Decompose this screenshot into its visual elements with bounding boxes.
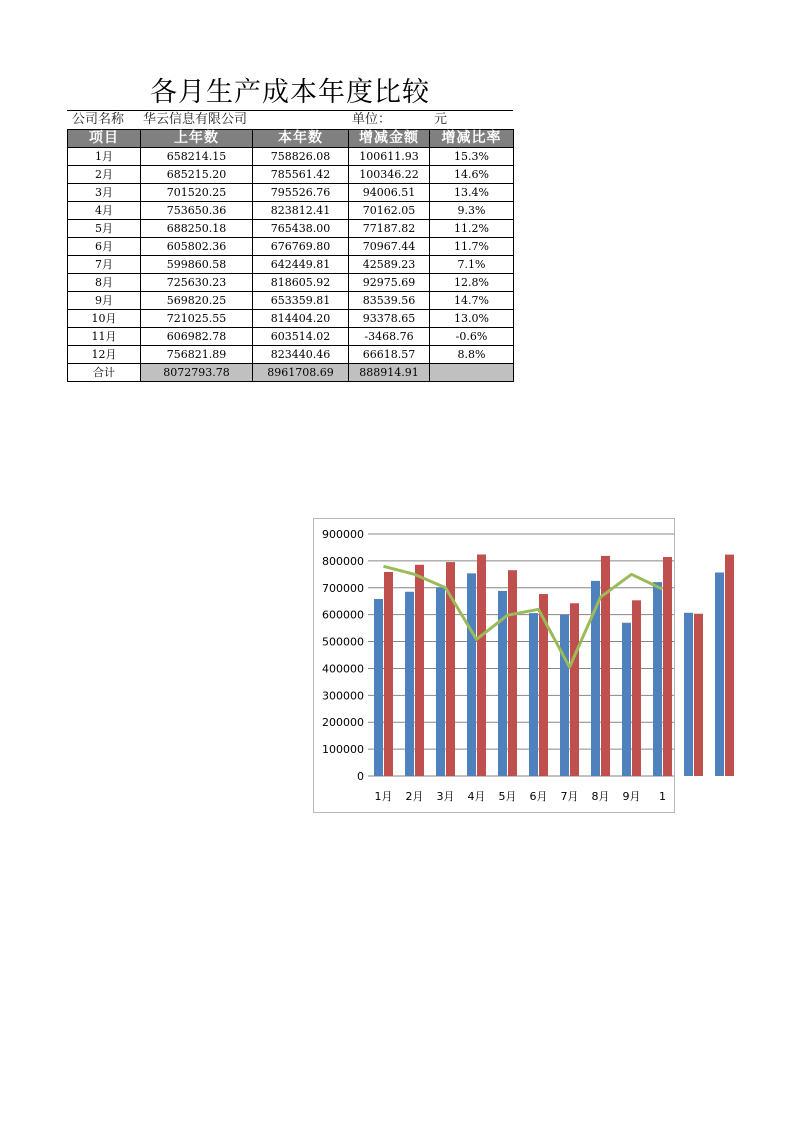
cell-change-rate: 14.6% bbox=[430, 166, 514, 184]
y-tick-label: 800000 bbox=[322, 554, 364, 568]
header-last-year: 上年数 bbox=[141, 130, 253, 148]
cell-this-year: 765438.00 bbox=[253, 220, 349, 238]
cost-chart bbox=[314, 519, 674, 812]
bar-this-year bbox=[570, 603, 579, 776]
bar-this-year bbox=[415, 565, 424, 776]
cell-change-rate: 9.3% bbox=[430, 202, 514, 220]
cell-change-amount: 70162.05 bbox=[349, 202, 430, 220]
x-tick-label: 2月 bbox=[405, 790, 424, 803]
table-row bbox=[68, 238, 514, 256]
company-label: 公司名称 bbox=[72, 112, 125, 127]
bar-last-year bbox=[436, 587, 445, 776]
y-tick-label: 300000 bbox=[322, 689, 364, 703]
cell-this-year: 676769.80 bbox=[253, 238, 349, 256]
y-tick-label: 200000 bbox=[322, 716, 364, 730]
cell-item: 12月 bbox=[68, 346, 141, 364]
bar-this-year bbox=[663, 557, 672, 776]
cell-change-amount: 100346.22 bbox=[349, 166, 430, 184]
cell-change-amount: 42589.23 bbox=[349, 256, 430, 274]
bar-this-year bbox=[601, 556, 610, 776]
bar-this-year bbox=[384, 572, 393, 776]
bar-this-year bbox=[725, 555, 734, 776]
x-tick-label: 7月 bbox=[560, 790, 579, 803]
total-this-year: 8961708.69 bbox=[253, 364, 349, 382]
bar-this-year bbox=[632, 600, 641, 776]
bar-last-year bbox=[560, 615, 569, 776]
cell-this-year: 823440.46 bbox=[253, 346, 349, 364]
cell-this-year: 795526.76 bbox=[253, 184, 349, 202]
bar-this-year bbox=[477, 554, 486, 776]
header-change-rate: 增减比率 bbox=[430, 130, 514, 148]
cell-item: 4月 bbox=[68, 202, 141, 220]
cell-change-amount: 92975.69 bbox=[349, 274, 430, 292]
cell-this-year: 823812.41 bbox=[253, 202, 349, 220]
total-change-amount: 888914.91 bbox=[349, 364, 430, 382]
bar-this-year bbox=[539, 594, 548, 776]
cell-item: 7月 bbox=[68, 256, 141, 274]
cell-last-year: 569820.25 bbox=[141, 292, 253, 310]
cell-change-amount: 66618.57 bbox=[349, 346, 430, 364]
y-tick-label: 600000 bbox=[322, 608, 364, 622]
chart-area bbox=[313, 518, 675, 813]
table-row bbox=[68, 256, 514, 274]
cell-item: 5月 bbox=[68, 220, 141, 238]
x-tick-label: 4月 bbox=[467, 790, 486, 803]
bar-last-year bbox=[715, 572, 724, 776]
cell-this-year: 758826.08 bbox=[253, 148, 349, 166]
line-series bbox=[384, 566, 663, 667]
cell-last-year: 658214.15 bbox=[141, 148, 253, 166]
table-row bbox=[68, 274, 514, 292]
cell-last-year: 701520.25 bbox=[141, 184, 253, 202]
cell-last-year: 753650.36 bbox=[141, 202, 253, 220]
bar-this-year bbox=[508, 570, 517, 776]
cell-item: 3月 bbox=[68, 184, 141, 202]
cell-change-amount: 94006.51 bbox=[349, 184, 430, 202]
cell-change-amount: -3468.76 bbox=[349, 328, 430, 346]
x-tick-label: 9月 bbox=[622, 790, 641, 803]
cell-change-amount: 100611.93 bbox=[349, 148, 430, 166]
cell-last-year: 688250.18 bbox=[141, 220, 253, 238]
cell-change-rate: -0.6% bbox=[430, 328, 514, 346]
header-item: 项目 bbox=[68, 130, 141, 148]
table-row bbox=[68, 166, 514, 184]
bar-last-year bbox=[405, 592, 414, 776]
cell-change-rate: 11.7% bbox=[430, 238, 514, 256]
y-tick-label: 500000 bbox=[322, 635, 364, 649]
cell-change-rate: 14.7% bbox=[430, 292, 514, 310]
cell-this-year: 785561.42 bbox=[253, 166, 349, 184]
header-this-year: 本年数 bbox=[253, 130, 349, 148]
cell-last-year: 606982.78 bbox=[141, 328, 253, 346]
company-name: 华云信息有限公司 bbox=[143, 112, 248, 127]
cell-item: 10月 bbox=[68, 310, 141, 328]
table-row bbox=[68, 220, 514, 238]
cell-item: 2月 bbox=[68, 166, 141, 184]
bar-last-year bbox=[653, 582, 662, 776]
bar-last-year bbox=[591, 581, 600, 776]
table-row bbox=[68, 310, 514, 328]
cost-table bbox=[67, 129, 514, 382]
x-tick-label: 3月 bbox=[436, 790, 455, 803]
y-tick-label: 100000 bbox=[322, 743, 364, 757]
cell-change-rate: 13.4% bbox=[430, 184, 514, 202]
bar-this-year bbox=[694, 614, 703, 776]
cell-last-year: 599860.58 bbox=[141, 256, 253, 274]
cell-this-year: 603514.02 bbox=[253, 328, 349, 346]
cell-last-year: 685215.20 bbox=[141, 166, 253, 184]
bar-last-year bbox=[622, 623, 631, 776]
cell-item: 1月 bbox=[68, 148, 141, 166]
cell-last-year: 725630.23 bbox=[141, 274, 253, 292]
cell-this-year: 642449.81 bbox=[253, 256, 349, 274]
x-tick-label: 5月 bbox=[498, 790, 517, 803]
cell-last-year: 721025.55 bbox=[141, 310, 253, 328]
bar-last-year bbox=[529, 613, 538, 776]
y-tick-label: 0 bbox=[357, 770, 364, 783]
x-tick-label: 1月 bbox=[374, 790, 393, 803]
total-row bbox=[68, 364, 514, 382]
cell-last-year: 756821.89 bbox=[141, 346, 253, 364]
cell-change-rate: 7.1% bbox=[430, 256, 514, 274]
cell-change-amount: 77187.82 bbox=[349, 220, 430, 238]
y-tick-label: 900000 bbox=[322, 528, 364, 541]
cell-this-year: 814404.20 bbox=[253, 310, 349, 328]
cell-change-amount: 70967.44 bbox=[349, 238, 430, 256]
total-last-year: 8072793.78 bbox=[141, 364, 253, 382]
cell-change-rate: 13.0% bbox=[430, 310, 514, 328]
y-tick-label: 400000 bbox=[322, 662, 364, 676]
header-change-amount: 增减金额 bbox=[349, 130, 430, 148]
cell-last-year: 605802.36 bbox=[141, 238, 253, 256]
x-tick-label: 1 bbox=[659, 790, 666, 803]
bar-this-year bbox=[446, 562, 455, 776]
cell-this-year: 653359.81 bbox=[253, 292, 349, 310]
bar-last-year bbox=[498, 591, 507, 776]
cell-change-amount: 93378.65 bbox=[349, 310, 430, 328]
unit-value: 元 bbox=[434, 112, 448, 127]
header-row bbox=[68, 130, 514, 148]
table-row bbox=[68, 184, 514, 202]
x-tick-label: 8月 bbox=[591, 790, 610, 803]
cell-change-rate: 11.2% bbox=[430, 220, 514, 238]
bar-last-year bbox=[374, 599, 383, 776]
cell-change-rate: 12.8% bbox=[430, 274, 514, 292]
total-item: 合计 bbox=[68, 364, 141, 382]
cell-item: 11月 bbox=[68, 328, 141, 346]
table-row bbox=[68, 202, 514, 220]
total-change-rate bbox=[430, 364, 514, 382]
bar-last-year bbox=[684, 613, 693, 776]
cell-change-rate: 8.8% bbox=[430, 346, 514, 364]
cell-item: 6月 bbox=[68, 238, 141, 256]
table-row bbox=[68, 328, 514, 346]
cell-this-year: 818605.92 bbox=[253, 274, 349, 292]
table-row bbox=[68, 292, 514, 310]
cell-item: 9月 bbox=[68, 292, 141, 310]
sheet-title: 各月生产成本年度比较 bbox=[150, 77, 430, 108]
cell-change-amount: 83539.56 bbox=[349, 292, 430, 310]
y-tick-label: 700000 bbox=[322, 581, 364, 595]
cell-item: 8月 bbox=[68, 274, 141, 292]
unit-label: 单位： bbox=[352, 112, 392, 127]
bar-last-year bbox=[467, 573, 476, 776]
table-row bbox=[68, 346, 514, 364]
table-row bbox=[68, 148, 514, 166]
x-tick-label: 6月 bbox=[529, 790, 548, 803]
cell-change-rate: 15.3% bbox=[430, 148, 514, 166]
